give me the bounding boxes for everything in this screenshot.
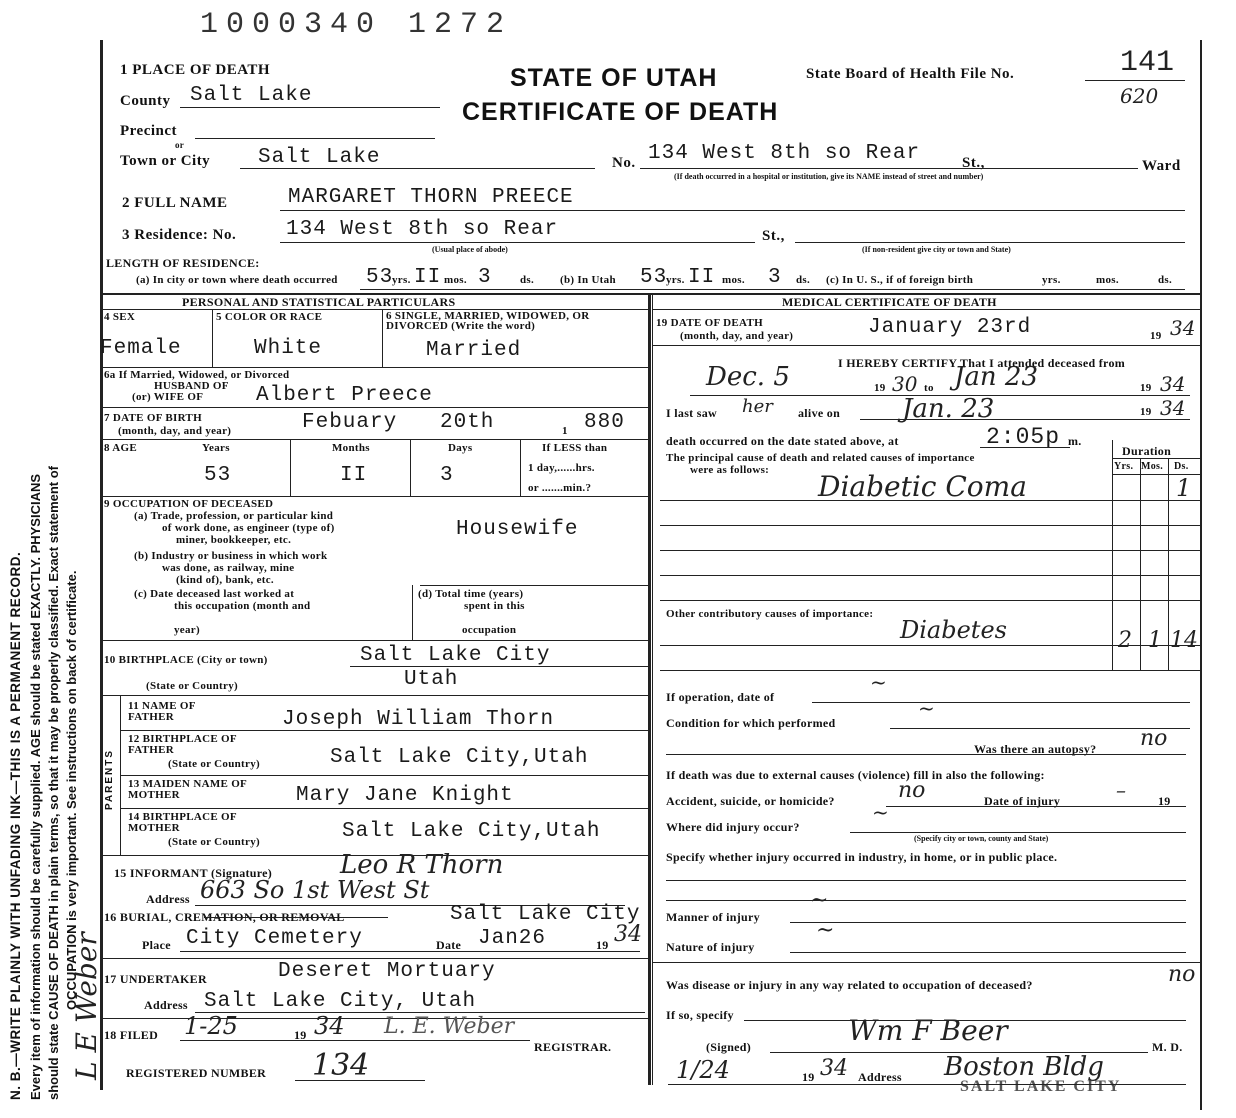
- months-label: Months: [332, 442, 370, 454]
- from-year: 30: [892, 372, 918, 396]
- if-so-label: If so, specify: [666, 1008, 734, 1022]
- margin-line-4: OCCUPATION is very important. See instructions on back of certificate.: [64, 570, 79, 1010]
- dob-sub: (month, day, and year): [118, 425, 232, 437]
- county-label: County: [120, 93, 171, 109]
- a-mos-unit: mos.: [444, 274, 467, 286]
- occ-c-2: this occupation (month and: [174, 600, 311, 612]
- signed-label: (Signed): [706, 1040, 752, 1054]
- informant-label: 15 INFORMANT (Signature): [114, 866, 273, 880]
- county-value: Salt Lake: [190, 84, 313, 107]
- certify-label: I HEREBY CERTIFY That I attended deceased from: [838, 356, 1126, 370]
- related-label: Was disease or injury in any way related to occupation of deceased?: [666, 978, 1033, 992]
- burial-label: 16 BURIAL, CREMATION, OR REMOVAL: [104, 910, 345, 924]
- margin-signature: L E Weber: [70, 932, 103, 1080]
- injury-year-prefix: 19: [1158, 794, 1171, 808]
- undertaker-address-label: Address: [144, 998, 188, 1012]
- from-year-prefix: 19: [874, 382, 886, 394]
- dob-label: 7 DATE OF BIRTH: [104, 412, 202, 424]
- serial-number: 1000340 1272: [200, 8, 513, 42]
- undertaker-name: Deseret Mortuary: [278, 960, 496, 983]
- full-name-label: 2 FULL NAME: [122, 195, 228, 211]
- injury-date-label: Date of injury: [984, 794, 1061, 808]
- related-value: no: [1168, 962, 1196, 987]
- to-label: to: [924, 382, 934, 394]
- contrib-mos: 1: [1148, 628, 1162, 653]
- accident-label: Accident, suicide, or homicide?: [666, 794, 835, 808]
- occ-a-1: (a) Trade, profession, or particular kind: [134, 510, 334, 522]
- father-value: Joseph William Thorn: [282, 708, 555, 731]
- burial-location: Salt Lake City: [450, 903, 641, 926]
- town-label: Town or City: [120, 153, 211, 169]
- occupation-label: 9 OCCUPATION OF DECEASED: [104, 498, 274, 510]
- informant-address: 663 So 1st West St: [200, 876, 430, 904]
- occurred-label: death occurred on the date stated above, at: [666, 434, 899, 448]
- registrar-signature: L. E. Weber: [384, 1014, 515, 1039]
- less-label: If LESS than: [542, 442, 608, 454]
- external-label: If death was due to external causes (violence) fill in also the following:: [666, 768, 1045, 782]
- file-number: 141: [1120, 46, 1175, 80]
- husband-label-1: 6a If Married, Widowed, or Divorced: [104, 369, 290, 381]
- manner-dash: ~: [810, 888, 829, 913]
- b-mos-unit: mos.: [722, 274, 745, 286]
- sign-date: 1/24: [676, 1056, 730, 1084]
- last-saw-pronoun: her: [742, 396, 773, 417]
- mother-bp-label: 14 BIRTHPLACE OF MOTHER: [128, 811, 237, 834]
- b-ds-unit: ds.: [796, 274, 811, 286]
- occupation-value: Housewife: [456, 518, 579, 541]
- manner-label: Manner of injury: [666, 910, 760, 924]
- alive-on-label: alive on: [798, 406, 841, 420]
- birthplace-city: Salt Lake City: [360, 644, 551, 667]
- occ-a-3: miner, bookkeeper, etc.: [176, 534, 292, 546]
- duration-label: Duration: [1122, 444, 1172, 458]
- age-label: 8 AGE: [104, 442, 137, 454]
- mother-bp-value: Salt Lake City,Utah: [342, 820, 601, 843]
- age-hrs: 1 day,......hrs.: [528, 462, 595, 474]
- hospital-note: (If death occurred in a hospital or institution, give its NAME instead of street and number): [674, 172, 984, 181]
- residence-a-yrs: 53: [366, 266, 394, 289]
- birthplace-state-label: (State or Country): [146, 680, 238, 692]
- alive-year: 34: [1160, 396, 1186, 420]
- dod-value: January 23rd: [868, 316, 1032, 339]
- occ-d-1: (d) Total time (years): [418, 588, 524, 600]
- filed-label: 18 FILED: [104, 1028, 159, 1042]
- burial-year-prefix: 19: [596, 938, 609, 952]
- file-label: State Board of Health File No.: [806, 66, 1015, 82]
- birthplace-label: 10 BIRTHPLACE (City or town): [104, 654, 268, 666]
- street-no-label: No.: [612, 155, 636, 171]
- physician-address: Boston Bldg: [944, 1052, 1104, 1082]
- residence-c-label: (c) In U. S., if of foreign birth: [826, 274, 974, 286]
- occ-d-2: spent in this: [464, 600, 525, 612]
- c-yrs-unit: yrs.: [1042, 274, 1061, 286]
- husband-label-3: (or) WIFE OF: [132, 391, 204, 403]
- principal-label-1: The principal cause of death and related causes of importance: [666, 452, 975, 464]
- physician-signature: Wm F Beer: [848, 1014, 1008, 1047]
- dod-label: 19 DATE OF DEATH: [656, 317, 763, 329]
- or-label: or: [175, 140, 185, 150]
- burial-year: 34: [614, 922, 642, 947]
- attended-to: Jan 23: [954, 362, 1039, 392]
- operation-label: If operation, date of: [666, 690, 775, 704]
- time-suffix: m.: [1068, 434, 1082, 448]
- dod-sub: (month, day, and year): [680, 330, 794, 342]
- marital-label: 6 SINGLE, MARRIED, WIDOWED, OR DIVORCED (Write the word): [386, 310, 590, 332]
- residence-b-label: (b) In Utah: [560, 274, 616, 286]
- physician-address-label: Address: [858, 1070, 902, 1084]
- place-of-death-label: 1 PLACE OF DEATH: [120, 62, 271, 78]
- nature-label: Nature of injury: [666, 940, 755, 954]
- age-min: or .......min.?: [528, 482, 592, 494]
- residence-a-mos: II: [414, 266, 442, 289]
- sign-year-prefix: 19: [802, 1070, 815, 1084]
- dob-month: Febuary: [302, 411, 398, 434]
- margin-line-3: should state CAUSE OF DEATH in plain terms, so that it may be properly classified. Exact statement of: [46, 465, 61, 1100]
- cert-title: CERTIFICATE OF DEATH: [462, 98, 779, 126]
- nonresident-note: (If non-resident give city or town and State): [862, 245, 1011, 254]
- accident-value: no: [898, 778, 926, 803]
- filed-year-prefix: 19: [294, 1028, 307, 1042]
- color-label: 5 COLOR OR RACE: [216, 311, 323, 323]
- st-label: St.,: [962, 155, 985, 171]
- age-days: 3: [440, 464, 454, 487]
- personal-header: PERSONAL AND STATISTICAL PARTICULARS: [182, 295, 456, 309]
- years-label: Years: [202, 442, 230, 454]
- state-title: STATE OF UTAH: [510, 64, 718, 92]
- precinct-label: Precinct: [120, 123, 178, 139]
- occ-b-3: (kind of), bank, etc.: [176, 574, 274, 586]
- filed-year: 34: [314, 1012, 345, 1040]
- full-name-value: MARGARET THORN PREECE: [288, 186, 574, 209]
- parents-side-label: PARENTS: [104, 748, 115, 810]
- contributory-cause: Diabetes: [900, 616, 1007, 644]
- residence-b-ds: 3: [768, 266, 782, 289]
- father-bp-label: 12 BIRTHPLACE OF FATHER: [128, 733, 237, 756]
- residence-label: 3 Residence: No.: [122, 227, 237, 243]
- specify-label: Specify whether injury occurred in industry, in home, or in public place.: [666, 850, 1058, 864]
- occ-a-2: of work done, as engineer (type of): [162, 522, 335, 534]
- sex-label: 4 SEX: [104, 311, 136, 323]
- mother-bp-sub: (State or Country): [168, 836, 260, 848]
- operation-dash: ~: [870, 670, 887, 694]
- where-sub: (Specify city or town, county and State): [914, 834, 1049, 843]
- where-label: Where did injury occur?: [666, 820, 800, 834]
- undertaker-address: Salt Lake City, Utah: [204, 990, 477, 1013]
- town-value: Salt Lake: [258, 146, 381, 169]
- occ-b-2: was done, as railway, mine: [162, 562, 295, 574]
- autopsy-label: Was there an autopsy?: [974, 742, 1097, 756]
- time-value: 2:05p: [986, 424, 1061, 450]
- dur-mos-label: Mos.: [1141, 461, 1164, 472]
- dob-year-prefix: 1: [562, 425, 568, 437]
- nature-dash: ~: [816, 918, 835, 943]
- alive-year-prefix: 19: [1140, 406, 1152, 418]
- informant-address-label: Address: [146, 892, 190, 906]
- b-yrs-unit: yrs.: [666, 274, 685, 286]
- cause-duration-ds: 1: [1176, 474, 1192, 502]
- residence-st-label: St.,: [762, 228, 785, 244]
- autopsy-value: no: [1140, 726, 1168, 751]
- residence-b-yrs: 53: [640, 266, 668, 289]
- husband-value: Albert Preece: [256, 384, 433, 407]
- a-ds-unit: ds.: [520, 274, 535, 286]
- regnum-label: REGISTERED NUMBER: [126, 1066, 267, 1080]
- usual-abode-note: (Usual place of abode): [432, 245, 508, 254]
- birthplace-state: Utah: [404, 668, 459, 691]
- marital-value: Married: [426, 339, 522, 362]
- residence-value: 134 West 8th so Rear: [286, 218, 559, 241]
- c-mos-unit: mos.: [1096, 274, 1119, 286]
- c-ds-unit: ds.: [1158, 274, 1173, 286]
- center-divider: [648, 293, 651, 1085]
- occ-d-3: occupation: [462, 624, 517, 636]
- dur-ds-label: Ds.: [1174, 461, 1189, 472]
- condition-dash: ~: [918, 696, 935, 720]
- burial-place: City Cemetery: [186, 927, 363, 950]
- age-months: II: [340, 464, 368, 487]
- frame-right: [1200, 40, 1202, 1110]
- father-bp-sub: (State or Country): [168, 758, 260, 770]
- occ-b-1: (b) Industry or business in which work: [134, 550, 328, 562]
- file-number-2: 620: [1120, 84, 1159, 108]
- principal-cause: Diabetic Coma: [818, 470, 1027, 503]
- burial-date-label: Date: [436, 938, 462, 952]
- mother-value: Mary Jane Knight: [296, 784, 514, 807]
- medical-header: MEDICAL CERTIFICATE OF DEATH: [782, 295, 997, 309]
- dod-year-prefix: 19: [1150, 330, 1162, 342]
- undertaker-label: 17 UNDERTAKER: [104, 972, 207, 986]
- where-dash: ~: [872, 800, 889, 824]
- burial-place-label: Place: [142, 938, 171, 952]
- dur-yrs-label: Yrs.: [1114, 461, 1134, 472]
- mother-label: 13 MAIDEN NAME OF MOTHER: [128, 778, 247, 801]
- registrar-label: REGISTRAR.: [534, 1040, 612, 1054]
- occ-c-1: (c) Date deceased last worked at: [134, 588, 295, 600]
- to-year: 34: [1160, 372, 1186, 396]
- principal-label-2: were as follows:: [690, 464, 770, 476]
- md-label: M. D.: [1152, 1040, 1183, 1054]
- age-years: 53: [204, 464, 232, 487]
- last-saw-label: I last saw: [666, 406, 718, 420]
- dod-year: 34: [1170, 316, 1196, 340]
- alive-on-value: Jan. 23: [902, 394, 995, 424]
- regnum-value: 134: [312, 1048, 370, 1083]
- filed-date: 1-25: [184, 1012, 238, 1040]
- sex-value: Female: [100, 337, 182, 360]
- dob-year: 880: [584, 411, 625, 434]
- contrib-ds: 14: [1170, 628, 1198, 653]
- physician-address-stamp: SALT LAKE CITY: [960, 1078, 1122, 1095]
- margin-line-1: N. B.—WRITE PLAINLY WITH UNFADING INK—THIS IS A PERMANENT RECORD.: [8, 551, 23, 1100]
- contrib-yrs: 2: [1118, 628, 1132, 653]
- husband-label-2: HUSBAND OF: [154, 380, 229, 392]
- margin-line-2: Every item of information should be carefully supplied. AGE should be stated EXACTLY. PHYSICIANS: [28, 473, 43, 1100]
- occ-c-3: year): [174, 624, 200, 636]
- informant-signature: Leo R Thorn: [340, 850, 504, 880]
- length-residence-label: LENGTH OF RESIDENCE:: [106, 256, 260, 270]
- color-value: White: [254, 337, 323, 360]
- injury-date-dash: –: [1116, 778, 1126, 802]
- to-year-prefix: 19: [1140, 382, 1152, 394]
- frame-left: [100, 40, 103, 1090]
- father-label: 11 NAME OF FATHER: [128, 700, 196, 723]
- condition-label: Condition for which performed: [666, 716, 836, 730]
- burial-date: Jan26: [478, 927, 547, 950]
- ward-label: Ward: [1142, 158, 1181, 174]
- attended-from: Dec. 5: [706, 362, 790, 392]
- father-bp-value: Salt Lake City,Utah: [330, 746, 589, 769]
- contributory-label: Other contributory causes of importance:: [666, 608, 874, 620]
- days-label: Days: [448, 442, 473, 454]
- residence-b-mos: II: [688, 266, 716, 289]
- a-yrs-unit: yrs.: [392, 274, 411, 286]
- residence-a-ds: 3: [478, 266, 492, 289]
- street-value: 134 West 8th so Rear: [648, 142, 921, 165]
- residence-a-label: (a) In city or town where death occurred: [136, 274, 338, 286]
- sign-year: 34: [820, 1056, 848, 1081]
- dob-day: 20th: [440, 411, 495, 434]
